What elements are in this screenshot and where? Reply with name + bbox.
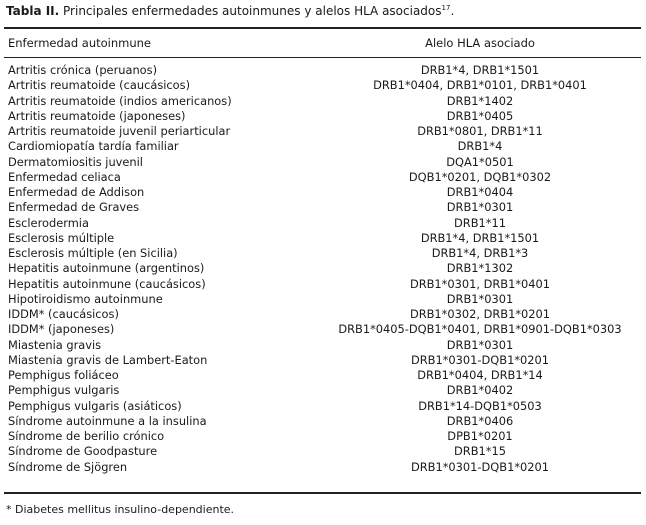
table-row [0,155,646,170]
disease-cell: Miastenia gravis [8,337,102,352]
allele-cell: DRB1*0301 [446,291,514,306]
table-row [0,399,646,414]
disease-cell: Artritis reumatoide juvenil periarticular [8,124,231,138]
top-rule [4,27,641,29]
allele-cell: DRB1*11 [454,215,506,230]
disease-cell: Pemphigus vulgaris [8,383,120,398]
header-disease: Enfermedad autoinmune [8,36,152,50]
table-row [0,94,646,109]
disease-cell: Artritis reumatoide (japoneses) [8,108,186,123]
table-row [0,200,646,215]
disease-cell: Hepatitis autoinmune (caucásicos) [8,276,206,291]
table-row [0,353,646,368]
allele-cell: DRB1*0301-DQB1*0201 [410,352,550,367]
allele-cell: DRB1*14-DQB1*0503 [418,398,542,413]
allele-cell: DRB1*4, DRB1*1501 [420,230,540,245]
table-row [0,338,646,353]
allele-cell: DRB1*0402 [446,383,514,398]
allele-cell: DRB1*1402 [446,93,514,108]
disease-cell: IDDM* (caucásicos) [8,307,119,321]
disease-cell: Pemphigus vulgaris (asiáticos) [8,398,182,413]
table-reference: 17 [441,4,451,12]
disease-cell: Enfermedad celiaca [8,169,121,184]
table-row [0,292,646,307]
disease-cell: Artritis crónica (peruanos) [8,63,158,77]
table-row [0,63,646,78]
header-allele: Alelo HLA asociado [425,36,535,50]
allele-cell: DRB1*0405 [446,108,514,123]
table-row [0,246,646,261]
disease-cell: Hepatitis autoinmune (argentinos) [8,261,205,276]
table-row [0,109,646,124]
disease-cell: Miastenia gravis de Lambert-Eaton [8,352,208,367]
table-row [0,139,646,154]
disease-cell: Síndrome autoinmune a la insulina [8,413,207,428]
table-row [0,429,646,444]
table-row [0,368,646,383]
disease-cell: Enfermedad de Addison [8,185,145,199]
allele-cell: DRB1*0302, DRB1*0201 [409,307,551,321]
disease-cell: Artritis reumatoide (caucásicos) [8,78,191,93]
allele-cell: DRB1*0405-DQB1*0401, DRB1*0901-DQB1*0303 [338,322,622,337]
disease-cell: Síndrome de Sjögren [8,459,128,474]
allele-cell: DQB1*0201, DQB1*0302 [408,169,552,184]
table-row [0,277,646,292]
allele-cell: DPB1*0201 [447,429,513,443]
disease-cell: Esclerodermia [8,215,89,230]
table-body [0,63,646,475]
allele-cell: DRB1*0404, DRB1*0101, DRB1*0401 [373,78,587,93]
header-rule [4,57,641,58]
disease-cell: Esclerosis múltiple [8,230,115,245]
table-row [0,231,646,246]
table-label: Tabla II. [6,4,60,18]
table-row [0,444,646,459]
allele-cell: DRB1*1302 [446,261,514,276]
table-caption: Tabla II. Principales enfermedades autoinmunes y alelos HLA asociados$^{17}$. [6,4,455,18]
table-row [0,78,646,93]
table-title: Principales enfermedades autoinmunes y alelos HLA asociados [63,4,442,18]
allele-cell: DRB1*0301, DRB1*0401 [409,276,551,291]
allele-cell: DRB1*4, DRB1*1501 [420,63,540,77]
table-row [0,170,646,185]
disease-cell: Enfermedad de Graves [8,200,140,215]
allele-cell: DRB1*4 [457,139,503,154]
allele-cell: DRB1*0404 [446,185,514,199]
allele-cell: DRB1*0301 [446,200,514,215]
bottom-rule [4,492,641,494]
disease-cell: IDDM* (japoneses) [8,322,115,337]
disease-cell: Artritis reumatoide (indios americanos) [8,93,232,108]
disease-cell: Síndrome de berilio crónico [8,429,165,443]
allele-cell: DRB1*0301 [446,337,514,352]
table-row [0,383,646,398]
table-row [0,414,646,429]
table-row [0,322,646,337]
allele-cell: DRB1*15 [454,444,506,459]
disease-cell: Pemphigus foliáceo [8,368,119,382]
table-row [0,261,646,276]
disease-cell: Hipotiroidismo autoinmune [8,291,163,306]
allele-cell: DRB1*0301-DQB1*0201 [410,459,550,474]
allele-cell: DQA1*0501 [446,154,514,169]
allele-cell: DRB1*4, DRB1*3 [431,246,529,260]
table-footnote: * Diabetes mellitus insulino-dependiente. [6,503,235,516]
table-row [0,124,646,139]
allele-cell: DRB1*0404, DRB1*14 [417,368,543,382]
table-row [0,460,646,475]
disease-cell: Cardiomiopatía tardía familiar [8,139,179,154]
disease-cell: Esclerosis múltiple (en Sicilia) [8,246,178,260]
allele-cell: DRB1*0406 [446,413,514,428]
disease-cell: Síndrome de Goodpasture [8,444,158,459]
table-row [0,185,646,200]
table-row [0,216,646,231]
allele-cell: DRB1*0801, DRB1*11 [417,124,543,138]
table-row [0,307,646,322]
disease-cell: Dermatomiositis juvenil [8,154,143,169]
